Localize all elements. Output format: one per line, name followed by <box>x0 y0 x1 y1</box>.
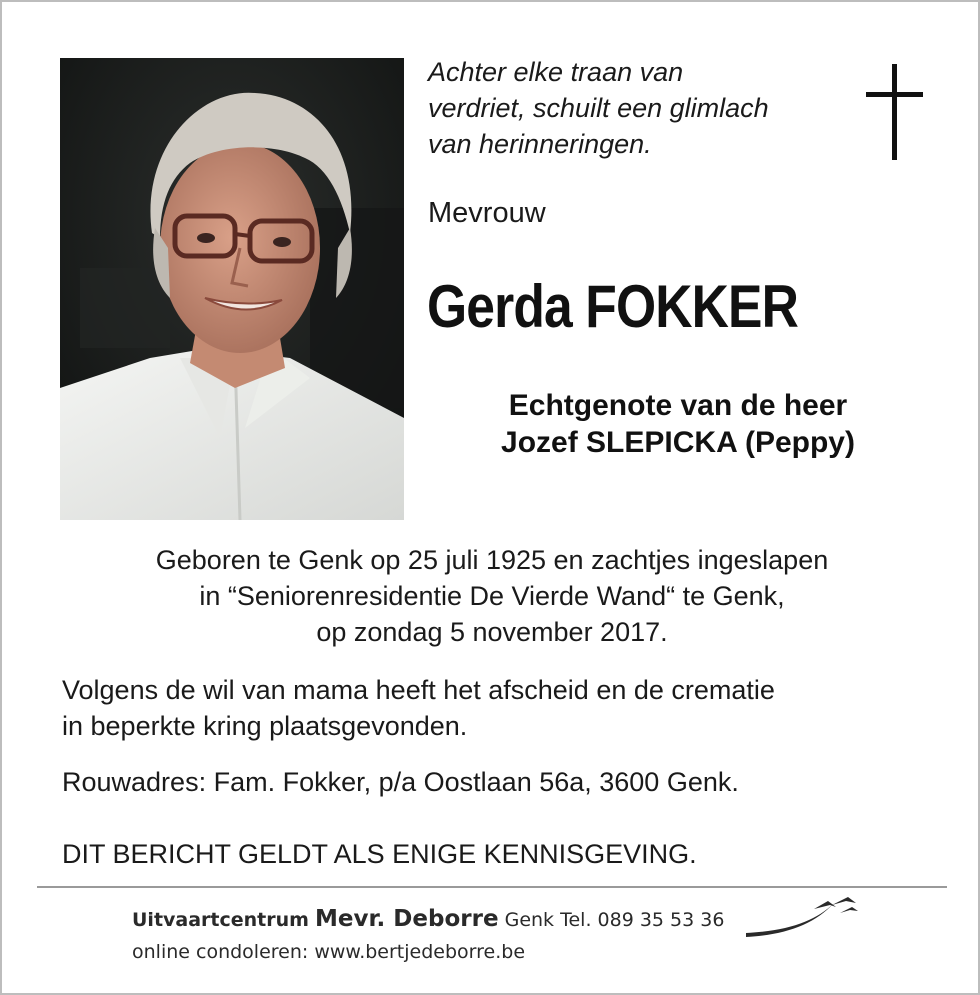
spouse-line-1: Echtgenote van de heer <box>508 389 848 422</box>
funeral-home-line <box>132 902 724 937</box>
mourning-address <box>62 764 942 800</box>
quote-line-1: Achter elke traan van <box>428 57 684 87</box>
wish-line-1: Volgens de wil van mama heeft het afscheid en de crematie <box>62 675 775 705</box>
brand-city: Genk <box>504 909 555 931</box>
notice-line: DIT BERICHT GELDT ALS ENIGE KENNISGEVING. <box>62 839 697 869</box>
quote <box>428 54 848 162</box>
quote-line-3: van herinneringen. <box>428 129 652 159</box>
birth-line-2: in “Seniorenresidentie De Vierde Wand“ te Genk, <box>199 581 785 611</box>
birth-line-1: Geboren te Genk op 25 juli 1925 en zachtjes ingeslapen <box>155 545 829 575</box>
quote-line-2: verdriet, schuilt een glimlach <box>428 93 769 123</box>
birth-line-3: op zondag 5 november 2017. <box>316 617 668 647</box>
official-notice <box>62 836 942 872</box>
birth-death-info <box>42 542 942 650</box>
brand-phone: Tel. 089 35 53 36 <box>560 909 725 931</box>
brand-name: Mevr. Deborre <box>315 906 499 932</box>
cross-icon <box>864 64 926 167</box>
bird-logo-icon <box>744 895 860 946</box>
portrait-photo <box>60 58 404 520</box>
funeral-wish <box>62 672 942 744</box>
spouse-line-2: Jozef SLEPICKA (Peppy) <box>501 426 855 459</box>
deceased-name: Gerda FOKKER <box>427 273 799 340</box>
salutation: Mevrouw <box>428 197 546 229</box>
wish-line-2: in beperkte kring plaatsgevonden. <box>62 711 468 741</box>
funeral-home-footer <box>132 902 724 967</box>
address-line: Rouwadres: Fam. Fokker, p/a Oostlaan 56a, 3600 Genk. <box>62 767 739 797</box>
brand-prefix: Uitvaartcentrum <box>132 909 309 931</box>
spouse-info <box>428 387 928 461</box>
footer-divider <box>37 886 947 888</box>
online-condolences: online condoleren: www.bertjedeborre.be <box>132 941 526 963</box>
